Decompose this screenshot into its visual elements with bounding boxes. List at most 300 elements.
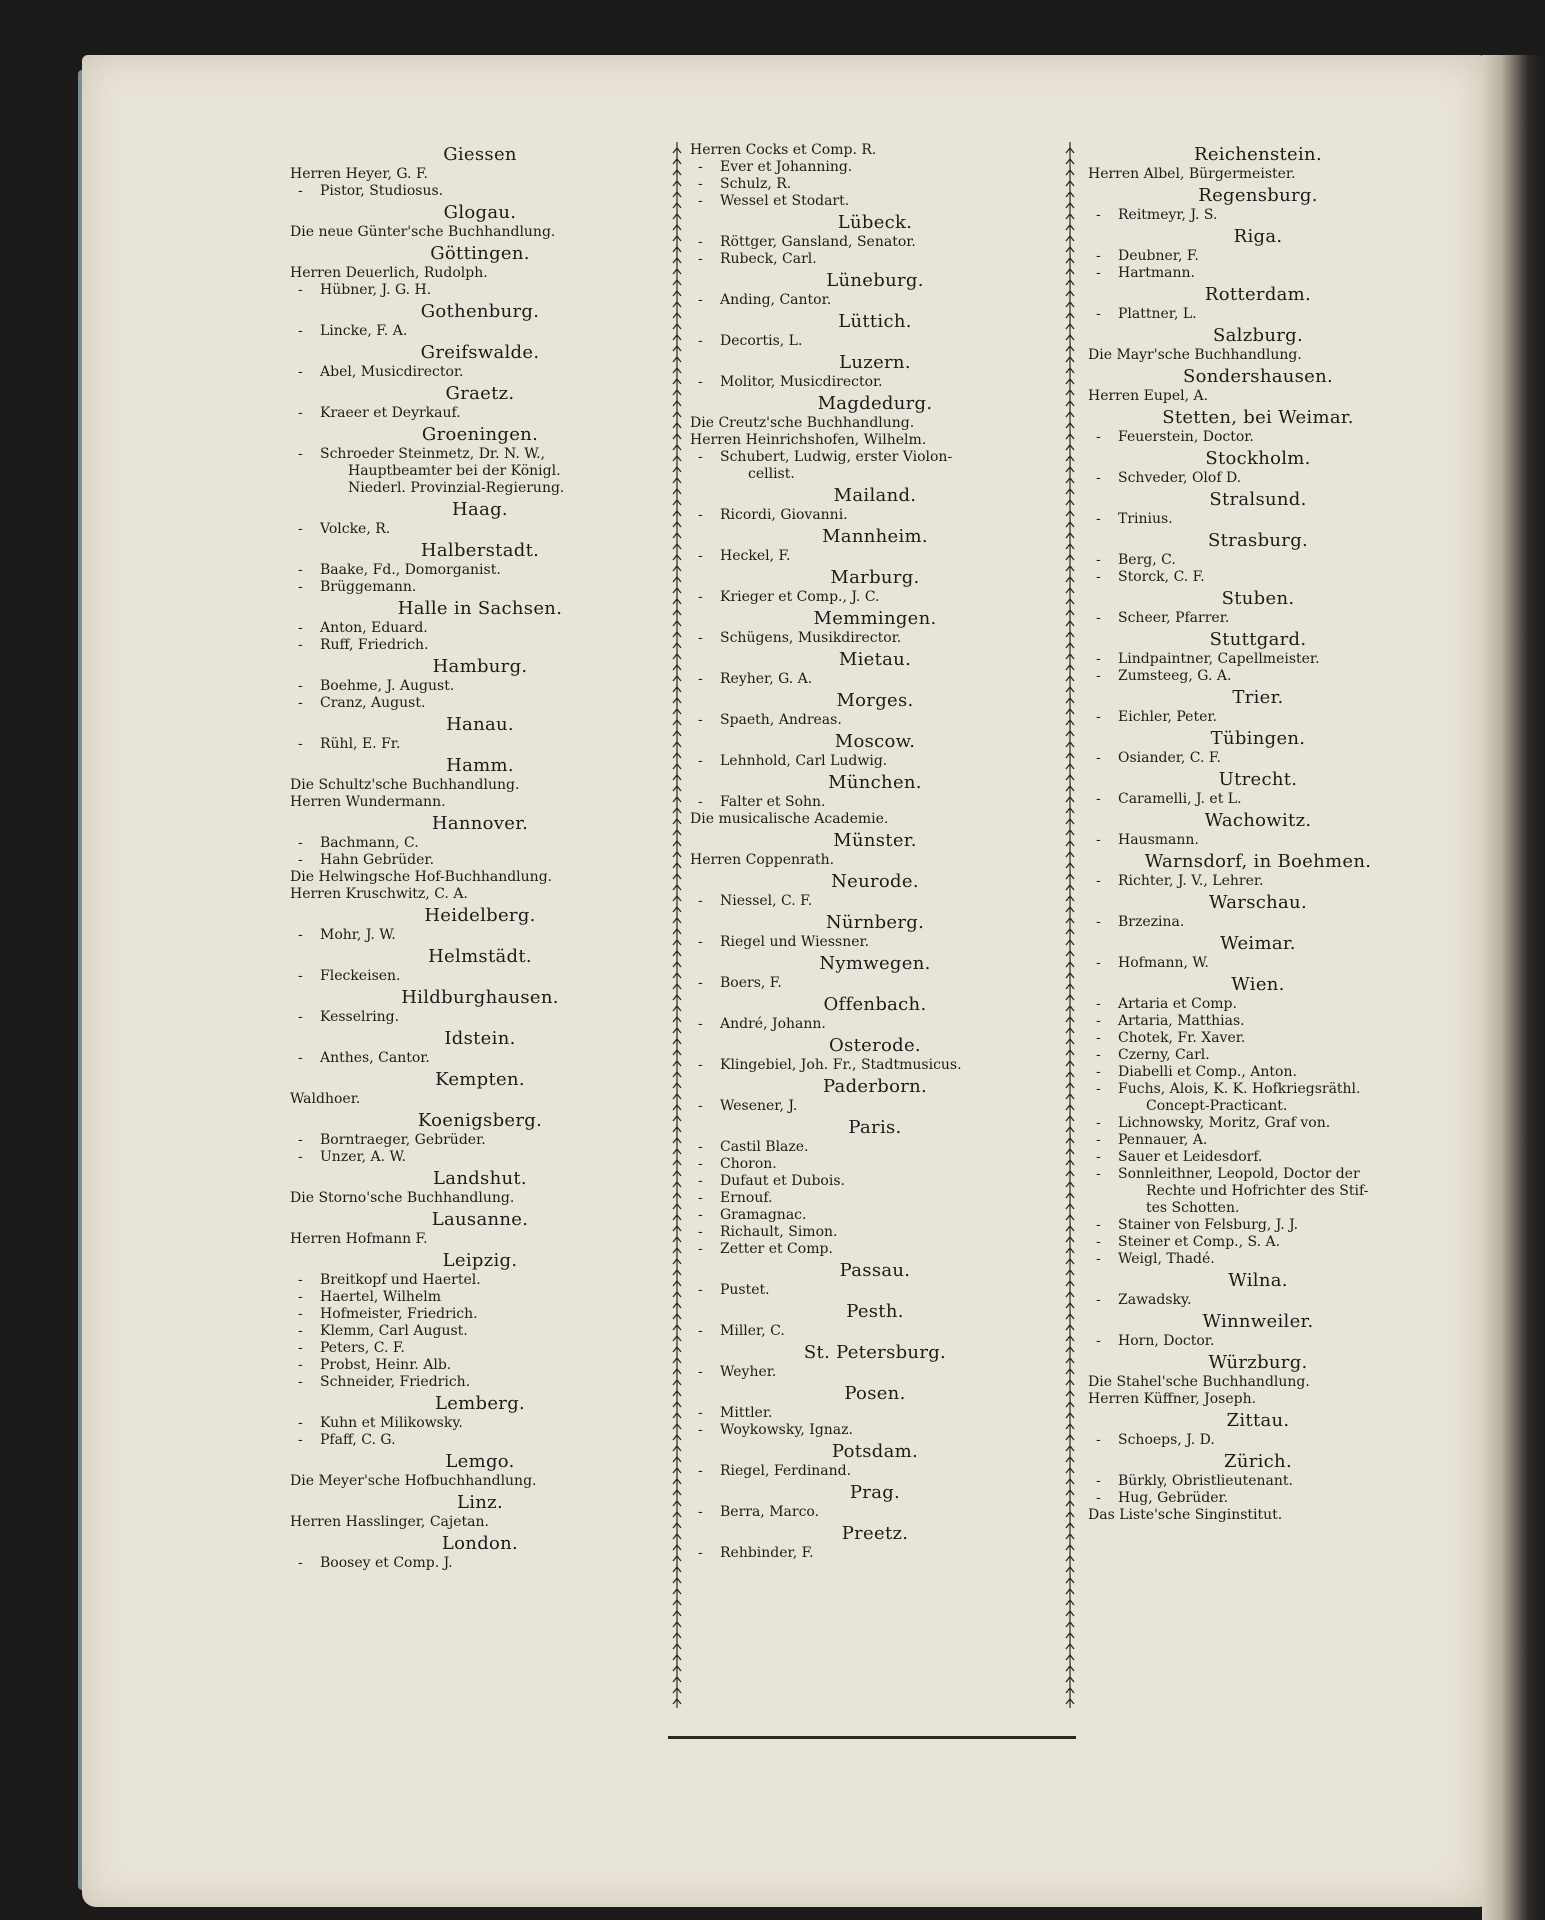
subscriber-line: - Fleckeisen. bbox=[290, 968, 670, 985]
city-heading: Idstein. bbox=[444, 1028, 516, 1049]
city-heading: Glogau. bbox=[443, 202, 517, 223]
subscriber-line: - Brüggemann. bbox=[290, 579, 670, 596]
subscriber-line: - Hofmeister, Friedrich. bbox=[290, 1306, 670, 1323]
subscriber-line: - Pustet. bbox=[690, 1282, 1060, 1299]
subscriber-line: - Steiner et Comp., S. A. bbox=[1088, 1234, 1428, 1251]
location-entry bbox=[690, 1523, 1060, 1562]
subscriber-line: Herren Coppenrath. bbox=[690, 852, 835, 868]
subscriber-line: - Ever et Johanning. bbox=[690, 159, 1060, 176]
subscriber-line: - Riegel, Ferdinand. bbox=[690, 1463, 1060, 1480]
location-entry bbox=[690, 1117, 1060, 1258]
subscriber-line: - Chotek, Fr. Xaver. bbox=[1088, 1030, 1428, 1047]
subscriber-line: - Ruff, Friedrich. bbox=[290, 637, 670, 654]
city-heading: Lausanne. bbox=[431, 1209, 529, 1230]
subscriber-line: - Kesselring. bbox=[290, 1009, 670, 1026]
subscriber-line: Die neue Günter'sche Buchhandlung. bbox=[290, 224, 556, 240]
ornamental-rule-right bbox=[1065, 142, 1075, 1708]
city-heading: London. bbox=[441, 1533, 519, 1554]
subscriber-line: Herren Küffner, Joseph. bbox=[1088, 1391, 1257, 1407]
subscriber-line: - Abel, Musicdirector. bbox=[290, 364, 670, 381]
subscriber-line: - Pfaff, C. G. bbox=[290, 1432, 670, 1449]
city-heading: Warschau. bbox=[1209, 892, 1307, 913]
subscriber-line: - Sauer et Leidesdorf. bbox=[1088, 1149, 1428, 1166]
subscriber-line: - Reyher, G. A. bbox=[690, 671, 1060, 688]
location-entry bbox=[290, 243, 670, 299]
subscriber-line: - Heckel, F. bbox=[690, 548, 1060, 565]
subscriber-line: - Peters, C. F. bbox=[290, 1340, 670, 1357]
subscriber-line: - Artaria, Matthias. bbox=[1088, 1013, 1428, 1030]
subscriber-line: Die Mayr'sche Buchhandlung. bbox=[1088, 347, 1302, 363]
subscriber-line: - Weigl, Thadé. bbox=[1088, 1251, 1428, 1268]
subscriber-line: Herren Deuerlich, Rudolph. bbox=[290, 265, 488, 281]
location-entry bbox=[690, 352, 1060, 391]
subscriber-line: - Anthes, Cantor. bbox=[290, 1050, 670, 1067]
city-heading: Riga. bbox=[1233, 226, 1283, 247]
subscriber-column-2 bbox=[690, 142, 1060, 1562]
city-heading: Luzern. bbox=[839, 352, 911, 373]
subscriber-line: - Riegel und Wiessner. bbox=[690, 934, 1060, 951]
subscriber-line: Herren Albel, Bürgermeister. bbox=[1088, 166, 1296, 182]
subscriber-line: - Caramelli, J. et L. bbox=[1088, 791, 1428, 808]
subscriber-line: Die Creutz'sche Buchhandlung. bbox=[690, 415, 915, 431]
subscriber-line: - Woykowsky, Ignaz. bbox=[690, 1422, 1060, 1439]
city-heading: Landshut. bbox=[433, 1168, 527, 1189]
location-entry bbox=[690, 994, 1060, 1033]
subscriber-line: - Plattner, L. bbox=[1088, 306, 1428, 323]
subscriber-line: - Hahn Gebrüder. bbox=[290, 852, 670, 869]
location-entry bbox=[290, 1393, 670, 1449]
subscriber-line: Herren Eupel, A. bbox=[1088, 388, 1209, 404]
location-entry bbox=[1088, 769, 1428, 808]
location-entry bbox=[690, 871, 1060, 910]
subscriber-line: - Schügens, Musikdirector. bbox=[690, 630, 1060, 647]
location-entry bbox=[690, 393, 1060, 483]
location-entry bbox=[1088, 366, 1428, 405]
ornamental-rule-left bbox=[672, 142, 682, 1708]
city-heading: Lemgo. bbox=[445, 1451, 515, 1472]
subscriber-line: - Gramagnac. bbox=[690, 1207, 1060, 1224]
subscriber-line: - Bürkly, Obristlieutenant. bbox=[1088, 1473, 1428, 1490]
subscriber-line: - Hofmann, W. bbox=[1088, 955, 1428, 972]
city-heading: Rotterdam. bbox=[1204, 284, 1312, 305]
city-heading: Passau. bbox=[839, 1260, 911, 1281]
city-heading: Prag. bbox=[849, 1482, 901, 1503]
subscriber-line: - Berra, Marco. bbox=[690, 1504, 1060, 1521]
subscriber-line: - Hausmann. bbox=[1088, 832, 1428, 849]
city-heading: Mailand. bbox=[833, 485, 917, 506]
subscriber-line: - Falter et Sohn. bbox=[690, 794, 1060, 811]
subscriber-line: - Krieger et Comp., J. C. bbox=[690, 589, 1060, 606]
location-entry bbox=[1088, 185, 1428, 224]
location-entry bbox=[1088, 892, 1428, 931]
location-entry bbox=[690, 731, 1060, 770]
subscriber-column-1 bbox=[290, 142, 670, 1572]
city-heading: Zittau. bbox=[1226, 1410, 1290, 1431]
city-heading: Regensburg. bbox=[1198, 185, 1318, 206]
location-entry bbox=[1088, 407, 1428, 446]
subscriber-line: Die Storno'sche Buchhandlung. bbox=[290, 1190, 515, 1206]
location-entry bbox=[290, 301, 670, 340]
city-heading: Helmstädt. bbox=[428, 946, 532, 967]
subscriber-line: - Zumsteeg, G. A. bbox=[1088, 668, 1428, 685]
subscriber-line: - Lichnowsky, Moritz, Graf von. bbox=[1088, 1115, 1428, 1132]
subscriber-line: - Osiander, C. F. bbox=[1088, 750, 1428, 767]
location-entry bbox=[690, 649, 1060, 688]
subscriber-line: Herren Wundermann. bbox=[290, 794, 446, 810]
city-heading: Neurode. bbox=[831, 871, 919, 892]
subscriber-line: - Schubert, Ludwig, erster Violon- bbox=[690, 449, 1060, 466]
subscriber-line: Herren Kruschwitz, C. A. bbox=[290, 886, 468, 902]
subscriber-line: - Cranz, August. bbox=[290, 695, 670, 712]
location-entry bbox=[1088, 1410, 1428, 1449]
subscriber-line: Die Stahel'sche Buchhandlung. bbox=[1088, 1374, 1310, 1390]
location-entry bbox=[1088, 1352, 1428, 1408]
city-heading: Paderborn. bbox=[822, 1076, 928, 1097]
subscriber-line: Herren Heinrichshofen, Wilhelm. bbox=[690, 432, 927, 448]
subscriber-line: - Anton, Eduard. bbox=[290, 620, 670, 637]
subscriber-line: - Hug, Gebrüder. bbox=[1088, 1490, 1428, 1507]
subscriber-line: Herren Cocks et Comp. R. bbox=[690, 142, 877, 158]
location-entry bbox=[690, 1301, 1060, 1340]
location-entry bbox=[1088, 687, 1428, 726]
city-heading: Würzburg. bbox=[1208, 1352, 1308, 1373]
city-heading: Stralsund. bbox=[1209, 489, 1307, 510]
subscriber-line: - Klingebiel, Joh. Fr., Stadtmusicus. bbox=[690, 1057, 1060, 1074]
subscriber-line: - Stainer von Felsburg, J. J. bbox=[1088, 1217, 1428, 1234]
subscriber-line: - Choron. bbox=[690, 1156, 1060, 1173]
city-heading: Strasburg. bbox=[1207, 530, 1309, 551]
subscriber-line: - Spaeth, Andreas. bbox=[690, 712, 1060, 729]
location-entry bbox=[290, 598, 670, 654]
city-heading: Mietau. bbox=[838, 649, 912, 670]
subscriber-line: - Baake, Fd., Domorganist. bbox=[290, 562, 670, 579]
location-entry bbox=[290, 813, 670, 903]
location-entry bbox=[290, 1451, 670, 1490]
location-entry bbox=[290, 1069, 670, 1108]
location-entry bbox=[1088, 728, 1428, 767]
location-entry bbox=[290, 1028, 670, 1067]
city-heading: Utrecht. bbox=[1218, 769, 1298, 790]
subscriber-line: - Castil Blaze. bbox=[690, 1139, 1060, 1156]
subscriber-line: cellist. bbox=[748, 466, 795, 482]
subscriber-line: Rechte und Hofrichter des Stif- bbox=[1146, 1183, 1369, 1199]
subscriber-line: - Röttger, Gansland, Senator. bbox=[690, 234, 1060, 251]
city-heading: Lüneburg. bbox=[826, 270, 924, 291]
subscriber-line: Herren Hasslinger, Cajetan. bbox=[290, 1514, 489, 1530]
location-entry bbox=[290, 424, 670, 497]
city-heading: Mannheim. bbox=[822, 526, 928, 547]
city-heading: Posen. bbox=[844, 1383, 906, 1404]
city-heading: Osterode. bbox=[829, 1035, 921, 1056]
location-entry bbox=[1088, 1451, 1428, 1524]
location-entry bbox=[290, 202, 670, 241]
city-heading: Preetz. bbox=[841, 1523, 909, 1544]
location-entry bbox=[290, 540, 670, 596]
location-entry bbox=[690, 1441, 1060, 1480]
city-heading: Graetz. bbox=[445, 383, 515, 404]
location-entry bbox=[690, 690, 1060, 729]
subscriber-line: - Schoeps, J. D. bbox=[1088, 1432, 1428, 1449]
subscriber-line: - Weyher. bbox=[690, 1364, 1060, 1381]
city-heading: Wien. bbox=[1231, 974, 1285, 995]
subscriber-line: - Breitkopf und Haertel. bbox=[290, 1272, 670, 1289]
location-entry bbox=[690, 311, 1060, 350]
subscriber-line: Die Meyer'sche Hofbuchhandlung. bbox=[290, 1473, 537, 1489]
location-entry bbox=[290, 755, 670, 811]
city-heading: Hannover. bbox=[431, 813, 529, 834]
city-heading: St. Petersburg. bbox=[803, 1342, 947, 1363]
location-entry bbox=[290, 714, 670, 753]
subscriber-line: - Horn, Doctor. bbox=[1088, 1333, 1428, 1350]
subscriber-line: - Deubner, F. bbox=[1088, 248, 1428, 265]
subscriber-line: - Kuhn et Milikowsky. bbox=[290, 1415, 670, 1432]
subscriber-line: - Richault, Simon. bbox=[690, 1224, 1060, 1241]
city-heading: Leipzig. bbox=[442, 1250, 518, 1271]
subscriber-line: - Ernouf. bbox=[690, 1190, 1060, 1207]
subscriber-line: - André, Johann. bbox=[690, 1016, 1060, 1033]
location-entry bbox=[1088, 325, 1428, 364]
city-heading: Stockholm. bbox=[1205, 448, 1311, 469]
location-entry bbox=[1088, 933, 1428, 972]
subscriber-line: - Richter, J. V., Lehrer. bbox=[1088, 873, 1428, 890]
city-heading: Göttingen. bbox=[430, 243, 530, 264]
subscriber-line: - Diabelli et Comp., Anton. bbox=[1088, 1064, 1428, 1081]
subscriber-line: - Artaria et Comp. bbox=[1088, 996, 1428, 1013]
subscriber-line: tes Schotten. bbox=[1146, 1200, 1240, 1216]
subscriber-line: - Feuerstein, Doctor. bbox=[1088, 429, 1428, 446]
subscriber-line: - Mohr, J. W. bbox=[290, 927, 670, 944]
location-entry bbox=[690, 1260, 1060, 1299]
subscriber-line: - Brzezina. bbox=[1088, 914, 1428, 931]
city-heading: Wilna. bbox=[1228, 1270, 1288, 1291]
subscriber-line: Die Helwingsche Hof-Buchhandlung. bbox=[290, 869, 553, 885]
city-heading: Münster. bbox=[833, 830, 917, 851]
city-heading: Morges. bbox=[836, 690, 914, 711]
city-heading: Groeningen. bbox=[421, 424, 539, 445]
subscriber-line: - Klemm, Carl August. bbox=[290, 1323, 670, 1340]
location-entry bbox=[690, 912, 1060, 951]
city-heading: Wachowitz. bbox=[1204, 810, 1312, 831]
subscriber-line: - Wessel et Stodart. bbox=[690, 193, 1060, 210]
city-heading: Stuben. bbox=[1221, 588, 1295, 609]
subscriber-line: - Miller, C. bbox=[690, 1323, 1060, 1340]
subscriber-line: Waldhoer. bbox=[290, 1091, 361, 1107]
location-entry bbox=[1088, 1270, 1428, 1309]
location-entry bbox=[690, 485, 1060, 524]
subscriber-line: - Zetter et Comp. bbox=[690, 1241, 1060, 1258]
subscriber-line: - Trinius. bbox=[1088, 511, 1428, 528]
subscriber-line: - Rubeck, Carl. bbox=[690, 251, 1060, 268]
city-heading: Greifswalde. bbox=[420, 342, 540, 363]
location-entry bbox=[690, 1076, 1060, 1115]
subscriber-line: - Schveder, Olof D. bbox=[1088, 470, 1428, 487]
city-heading: Marburg. bbox=[830, 567, 920, 588]
city-heading: Pesth. bbox=[846, 1301, 904, 1322]
subscriber-line: - Niessel, C. F. bbox=[690, 893, 1060, 910]
subscriber-line: - Bachmann, C. bbox=[290, 835, 670, 852]
subscriber-line: Die musicalische Academie. bbox=[690, 811, 889, 827]
location-entry bbox=[290, 383, 670, 422]
location-entry bbox=[290, 1492, 670, 1531]
subscriber-line: - Reitmeyr, J. S. bbox=[1088, 207, 1428, 224]
subscriber-line: - Rehbinder, F. bbox=[690, 1545, 1060, 1562]
location-entry bbox=[1088, 284, 1428, 323]
subscriber-line: Hauptbeamter bei der Königl. bbox=[348, 463, 561, 479]
location-entry bbox=[290, 1209, 670, 1248]
city-heading: Offenbach. bbox=[823, 994, 927, 1015]
city-heading: Weimar. bbox=[1220, 933, 1296, 954]
city-heading: Salzburg. bbox=[1213, 325, 1303, 346]
city-heading: Warnsdorf, in Boehmen. bbox=[1144, 851, 1372, 872]
subscriber-line: - Rühl, E. Fr. bbox=[290, 736, 670, 753]
subscriber-line: - Anding, Cantor. bbox=[690, 292, 1060, 309]
subscriber-line: - Probst, Heinr. Alb. bbox=[290, 1357, 670, 1374]
location-entry bbox=[690, 1383, 1060, 1439]
subscriber-line: - Molitor, Musicdirector. bbox=[690, 374, 1060, 391]
location-entry bbox=[1088, 974, 1428, 1268]
next-page-edge bbox=[1482, 55, 1545, 1920]
city-heading: Giessen bbox=[443, 144, 517, 165]
subscriber-line: - Dufaut et Dubois. bbox=[690, 1173, 1060, 1190]
subscriber-line: - Ricordi, Giovanni. bbox=[690, 507, 1060, 524]
subscriber-line: Herren Hofmann F. bbox=[290, 1231, 428, 1247]
city-heading: Hamburg. bbox=[432, 656, 528, 677]
location-entry bbox=[290, 1110, 670, 1166]
location-entry bbox=[1088, 810, 1428, 849]
subscriber-line: Niederl. Provinzial-Regierung. bbox=[348, 480, 565, 496]
location-entry bbox=[290, 1250, 670, 1391]
city-heading: Hildburghausen. bbox=[401, 987, 559, 1008]
city-heading: Haag. bbox=[452, 499, 508, 520]
location-entry bbox=[290, 987, 670, 1026]
city-heading: Lübeck. bbox=[837, 212, 913, 233]
location-entry bbox=[290, 1168, 670, 1207]
city-heading: Tübingen. bbox=[1210, 728, 1306, 749]
subscriber-line: Das Liste'sche Singinstitut. bbox=[1088, 1507, 1283, 1523]
location-entry bbox=[290, 1533, 670, 1572]
subscriber-line: - Eichler, Peter. bbox=[1088, 709, 1428, 726]
subscriber-line: - Lindpaintner, Capellmeister. bbox=[1088, 651, 1428, 668]
city-heading: Stuttgard. bbox=[1209, 629, 1307, 650]
subscriber-line: - Unzer, A. W. bbox=[290, 1149, 670, 1166]
subscriber-line: - Pennauer, A. bbox=[1088, 1132, 1428, 1149]
location-entry bbox=[1088, 588, 1428, 627]
location-entry bbox=[690, 1035, 1060, 1074]
subscriber-line: - Czerny, Carl. bbox=[1088, 1047, 1428, 1064]
city-heading: Stetten, bei Weimar. bbox=[1162, 407, 1354, 428]
city-heading: Sondershausen. bbox=[1182, 366, 1334, 387]
subscriber-line: - Decortis, L. bbox=[690, 333, 1060, 350]
city-heading: Lemberg. bbox=[434, 1393, 526, 1414]
city-heading: Gothenburg. bbox=[420, 301, 540, 322]
location-entry bbox=[690, 1482, 1060, 1521]
location-entry bbox=[690, 270, 1060, 309]
location-entry bbox=[690, 953, 1060, 992]
subscriber-line: - Hartmann. bbox=[1088, 265, 1428, 282]
subscriber-line: - Berg, C. bbox=[1088, 552, 1428, 569]
location-entry bbox=[1088, 448, 1428, 487]
city-heading: Trier. bbox=[1232, 687, 1284, 708]
subscriber-line: - Schulz, R. bbox=[690, 176, 1060, 193]
location-entry bbox=[290, 905, 670, 944]
bottom-rule bbox=[668, 1736, 1076, 1739]
city-heading: Lüttich. bbox=[838, 311, 912, 332]
subscriber-line: - Wesener, J. bbox=[690, 1098, 1060, 1115]
location-entry bbox=[690, 772, 1060, 828]
subscriber-line: - Boers, F. bbox=[690, 975, 1060, 992]
city-heading: Hamm. bbox=[446, 755, 514, 776]
subscriber-line: - Schneider, Friedrich. bbox=[290, 1374, 670, 1391]
subscriber-line: - Volcke, R. bbox=[290, 521, 670, 538]
subscriber-line: - Lincke, F. A. bbox=[290, 323, 670, 340]
subscriber-line: - Boosey et Comp. J. bbox=[290, 1555, 670, 1572]
city-heading: Zürich. bbox=[1224, 1451, 1292, 1472]
city-heading: Kempten. bbox=[435, 1069, 525, 1090]
subscriber-line: - Zawadsky. bbox=[1088, 1292, 1428, 1309]
subscriber-line: Concept-Practicant. bbox=[1146, 1098, 1288, 1114]
location-entry bbox=[1088, 489, 1428, 528]
subscriber-line: - Boehme, J. August. bbox=[290, 678, 670, 695]
location-entry bbox=[690, 142, 1060, 210]
city-heading: Reichenstein. bbox=[1194, 144, 1322, 165]
subscriber-line: - Pistor, Studiosus. bbox=[290, 183, 670, 200]
city-heading: Moscow. bbox=[834, 731, 916, 752]
city-heading: Koenigsberg. bbox=[417, 1110, 543, 1131]
city-heading: Halle in Sachsen. bbox=[397, 598, 563, 619]
city-heading: Heidelberg. bbox=[424, 905, 536, 926]
location-entry bbox=[1088, 226, 1428, 282]
city-heading: Linz. bbox=[456, 1492, 503, 1513]
subscriber-line: - Hübner, J. G. H. bbox=[290, 282, 670, 299]
subscriber-line: - Haertel, Wilhelm bbox=[290, 1289, 670, 1306]
subscriber-line: - Sonnleithner, Leopold, Doctor der bbox=[1088, 1166, 1428, 1183]
location-entry bbox=[290, 342, 670, 381]
location-entry bbox=[690, 526, 1060, 565]
subscriber-line: Herren Heyer, G. F. bbox=[290, 166, 428, 182]
city-heading: Potsdam. bbox=[831, 1441, 919, 1462]
subscriber-line: - Mittler. bbox=[690, 1405, 1060, 1422]
subscriber-line: Die Schultz'sche Buchhandlung. bbox=[290, 777, 520, 793]
city-heading: München. bbox=[828, 772, 922, 793]
location-entry bbox=[690, 608, 1060, 647]
subscriber-line: - Schroeder Steinmetz, Dr. N. W., bbox=[290, 446, 670, 463]
location-entry bbox=[1088, 851, 1428, 890]
location-entry bbox=[1088, 530, 1428, 586]
location-entry bbox=[290, 946, 670, 985]
location-entry bbox=[690, 1342, 1060, 1381]
city-heading: Nymwegen. bbox=[819, 953, 931, 974]
location-entry bbox=[290, 144, 670, 200]
location-entry bbox=[690, 567, 1060, 606]
location-entry bbox=[1088, 144, 1428, 183]
location-entry bbox=[690, 212, 1060, 268]
location-entry bbox=[290, 499, 670, 538]
city-heading: Memmingen. bbox=[813, 608, 937, 629]
subscriber-line: - Borntraeger, Gebrüder. bbox=[290, 1132, 670, 1149]
subscriber-line: - Storck, C. F. bbox=[1088, 569, 1428, 586]
city-heading: Nürnberg. bbox=[825, 912, 925, 933]
location-entry bbox=[1088, 1311, 1428, 1350]
city-heading: Halberstadt. bbox=[420, 540, 540, 561]
city-heading: Hanau. bbox=[446, 714, 514, 735]
subscriber-line: - Scheer, Pfarrer. bbox=[1088, 610, 1428, 627]
subscriber-column-3 bbox=[1088, 142, 1428, 1524]
subscriber-line: - Kraeer et Deyrkauf. bbox=[290, 405, 670, 422]
location-entry bbox=[290, 656, 670, 712]
subscriber-line: - Fuchs, Alois, K. K. Hofkriegsräthl. bbox=[1088, 1081, 1428, 1098]
city-heading: Magdedurg. bbox=[817, 393, 933, 414]
city-heading: Paris. bbox=[848, 1117, 902, 1138]
